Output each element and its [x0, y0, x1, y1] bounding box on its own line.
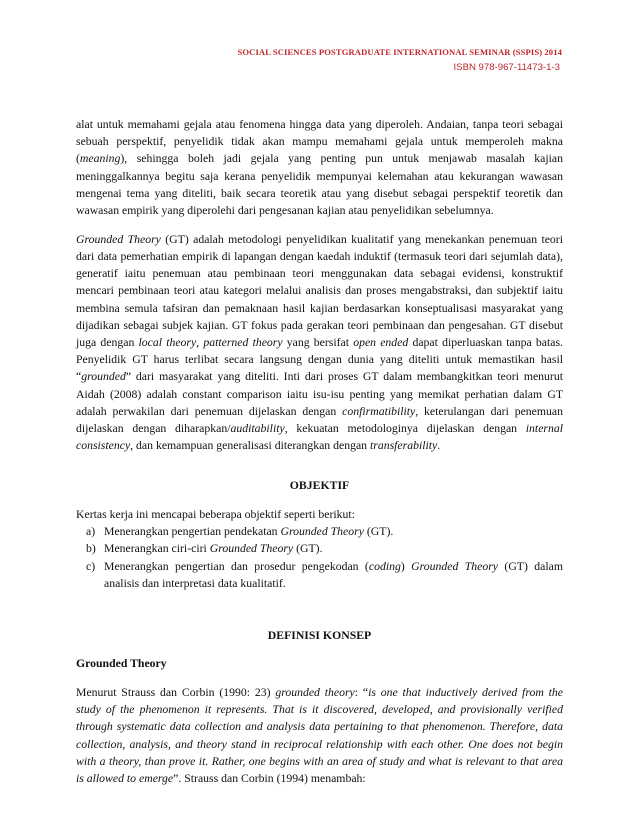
italic-term: open ended: [353, 335, 409, 349]
paragraph-grounded-theory: Grounded Theory (GT) adalah metodologi penyelidikan kualitatif yang menekankan penemuan teori dari data pemerhatian empirik di lapangan dengan kaedah induktif (termasuk teori dari sejumlah data), generatif iaitu penemuan atau pembinaan teori menggunakan data sebagai evidensi, konstruktif mencari pembinaan teori atau kategori melalui analisis dan proses mengabstraksi, dan subjektif iaitu membina semula tafsiran dan pemaknaan hasil kajian berdasarkan konseptualisasi masyarakat yang dijadikan sebagai subjek kajian. GT fokus pada gerakan teori pembinaan dan pengesahan. GT disebut juga dengan local theory, patterned theory yang bersifat open ended dapat diperluaskan tanpa batas. Penyelidik GT harus terlibat secara langsung dengan dunia yang diteliti untuk memastikan hasil “grounded” dari masyarakat yang diteliti. Inti dari proses GT dalam membangkitkan teori menurut Aidah (2008) adalah constant comparison iaitu isu-isu penting yang memikat perhatian dalam GT adalah perwakilan dari penemuan dijelaskan dengan confirmatibility, keterulangan dari penemuan dijelaskan dengan diharapkan/auditability, kekuatan metodologinya dijelaskan dengan internal consistency, dan kemampuan generalisasi diterangkan dengan transferability.: [76, 232, 564, 453]
seminar-header: SOCIAL SCIENCES POSTGRADUATE INTERNATIONAL SEMINAR (SSPIS) 2014: [237, 47, 562, 57]
list-marker: a): [86, 525, 96, 539]
list-marker: b): [86, 542, 96, 556]
italic-term: auditability: [230, 421, 285, 435]
italic-term: local theory: [138, 335, 197, 349]
italic-term: confirmatibility: [342, 404, 416, 418]
list-item-text: Menerangkan pengertian pendekatan Grounded Theory (GT).: [104, 525, 394, 539]
italic-term: Grounded Theory: [411, 559, 499, 573]
objektif-intro: Kertas kerja ini mencapai beberapa objektif seperti berikut:: [76, 508, 355, 522]
list-marker: c): [86, 559, 96, 573]
paragraph-intro: alat untuk memahami gejala atau fenomena hingga data yang diperoleh. Andaian, tanpa teori sebagai sebuah perspektif, penyelidik tidak akan mampu memahami gejala untuk memperoleh makna (meaning), sehingga boleh jadi gejala yang penting pun untuk menjawab masalah kajian meninggalkannya begitu saja kerana penyelidik mempunyai kelemahan atau kekurangan wawasan mengenai tema yang diteliti, baik secara teoretik atau yang disebut sebagai perspektif teoretik dan wawasan empirik yang diperolehi dari pengesanan kajian atau penyelidikan sebelumnya.: [76, 118, 563, 218]
subheading-grounded-theory: Grounded Theory: [76, 657, 167, 671]
objective-list: [76, 523, 563, 592]
italic-term: internal consistency: [76, 421, 564, 453]
list-item-text: Menerangkan ciri-ciri Grounded Theory (GT).: [104, 542, 323, 556]
italic-term: is one that inductively derived from the study of the phenomenon it represents. That is it discovered, developed, and provisionally verified through systematic data collection and analysis data pertaining to that phenomenon. Therefore, data collection, analysis, and theory stand in reciprocal relationship with each other. One does not begin with a theory, than prove it. Rather, one begins with an area of study and what is relevant to that area is allowed to emerge: [76, 685, 564, 785]
italic-term: patterned theory: [203, 335, 283, 349]
italic-term: meaning: [79, 152, 121, 166]
list-item: [76, 558, 563, 592]
italic-term: coding: [368, 559, 401, 573]
section-heading-definisi: DEFINISI KONSEP: [267, 628, 372, 642]
italic-term: Grounded Theory: [209, 542, 294, 556]
italic-term: Grounded Theory: [280, 525, 364, 539]
page-body: [76, 116, 563, 787]
isbn-label: ISBN 978-967-11473-1-3: [453, 62, 560, 73]
italic-term: Grounded Theory: [76, 232, 161, 246]
list-item-text: Menerangkan pengertian dan prosedur pengekodan (coding) Grounded Theory (GT) dalam analisis dan interpretasi data kualitatif.: [104, 559, 563, 590]
italic-term: grounded: [81, 370, 126, 384]
list-item: [76, 523, 563, 540]
paragraph-definition: Menurut Strauss dan Corbin (1990: 23) grounded theory: “is one that inductively derived from the study of the phenomenon it represents. That is it discovered, developed, and provisionally verified through systematic data collection and analysis data pertaining to that phenomenon. Therefore, data collection, analysis, and theory stand in reciprocal relationship with each other. One does not begin with a theory, than prove it. Rather, one begins with an area of study and what is relevant to that area is allowed to emerge”. Strauss dan Corbin (1994) menambah:: [76, 685, 564, 785]
section-heading-objektif: OBJEKTIF: [289, 479, 350, 493]
list-item: [76, 540, 563, 557]
italic-term: transferability: [369, 439, 438, 453]
italic-term: grounded theory: [275, 685, 355, 699]
